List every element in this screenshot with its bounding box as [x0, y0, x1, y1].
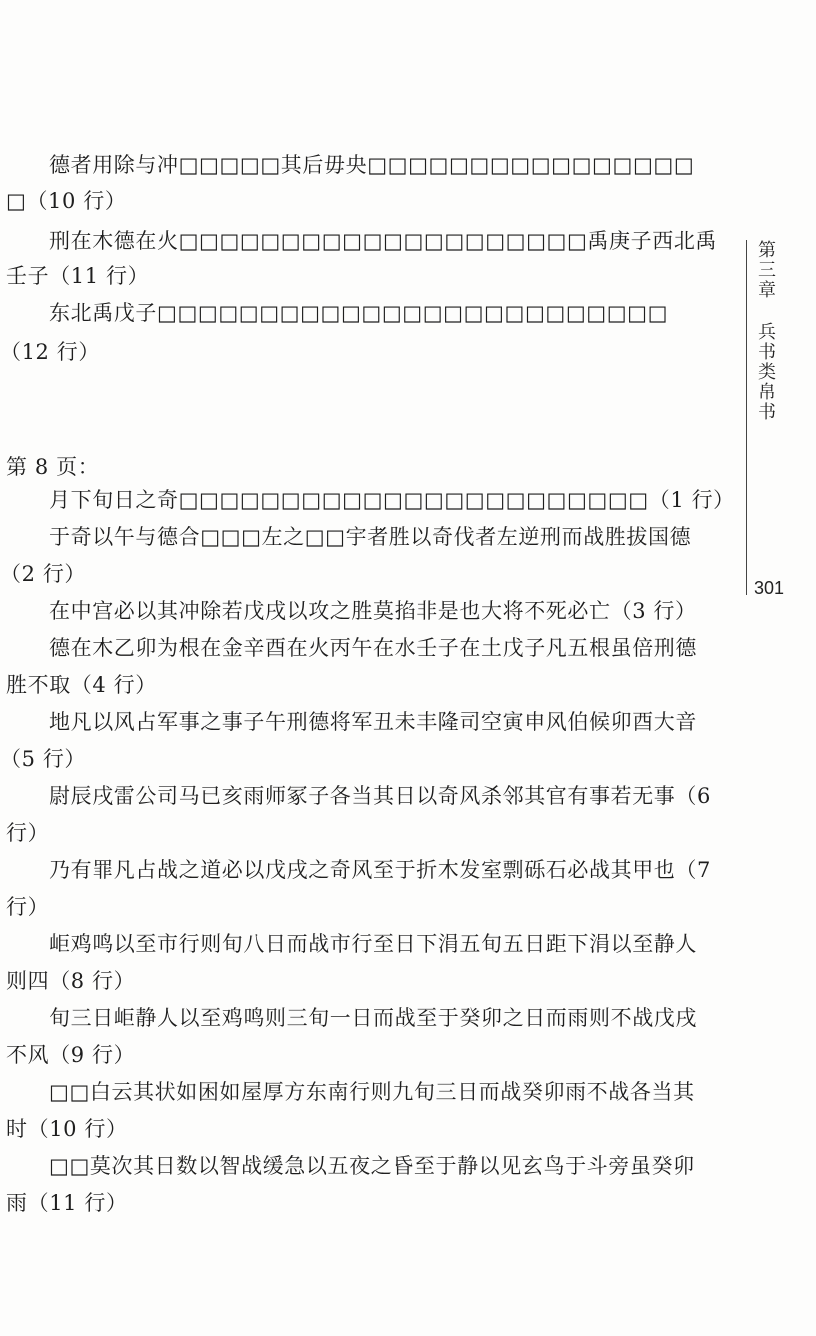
page-number: 301	[754, 578, 785, 598]
text-line: 行）	[6, 821, 50, 845]
text-line: 尉辰戌雷公司马已亥雨师冢子各当其日以奇风杀邻其官有事若无事（6	[49, 784, 711, 808]
text-line: 岠鸡鸣以至市行则旬八日而战市行至日下涓五旬五日距下涓以至静人	[49, 932, 697, 956]
text-line: 壬子（11 行）	[6, 264, 150, 288]
text-line: 刑在木德在火□□□□□□□□□□□□□□□□□□□□禹庚子西北禹	[49, 229, 718, 253]
text-line: 行）	[6, 895, 50, 919]
text-line: 则四（8 行）	[6, 969, 136, 993]
text-line: 旬三日岠静人以至鸡鸣则三旬一日而战至于癸卯之日而雨则不战戊戌	[49, 1006, 697, 1030]
text-line: 胜不取（4 行）	[6, 673, 157, 697]
text-line: 不风（9 行）	[6, 1043, 136, 1067]
chapter-label: 第三章	[755, 240, 776, 300]
text-line: 地凡以风占军事之事子午刑德将军丑未丰隆司空寅申风伯候卯酉大音	[49, 710, 697, 734]
text-line: □（10 行）	[6, 189, 127, 213]
text-line: 月下旬日之奇□□□□□□□□□□□□□□□□□□□□□□□（1 行）	[49, 488, 735, 512]
text-line: 德在木乙卯为根在金辛酉在火丙午在水壬子在土戊子凡五根虽倍刑德	[49, 636, 697, 660]
text-line: （2 行）	[0, 562, 87, 586]
margin-divider	[746, 240, 747, 595]
text-line: □□白云其状如困如屋厚方东南行则九旬三日而战癸卯雨不战各当其	[49, 1080, 695, 1104]
text-line: 东北禹戊子□□□□□□□□□□□□□□□□□□□□□□□□□	[49, 301, 669, 325]
text-line: （12 行）	[0, 340, 100, 364]
text-line: □□莫次其日数以智战缓急以五夜之昏至于静以见玄鸟于斗旁虽癸卯	[49, 1154, 695, 1178]
text-line: 于奇以午与德合□□□左之□□宇者胜以奇伐者左逆刑而战胜拔国德	[49, 525, 692, 549]
text-line: 在中宫必以其冲除若戊戌以攻之胜莫掐非是也大将不死必亡（3 行）	[49, 599, 697, 623]
text-line: （5 行）	[0, 747, 87, 771]
section-label: 兵书类帛书	[755, 321, 776, 422]
text-line: 雨（11 行）	[6, 1191, 128, 1215]
running-header	[752, 240, 778, 422]
text-line: 时（10 行）	[6, 1117, 128, 1141]
page-heading: 第 8 页：	[6, 455, 100, 479]
text-line: 乃有罪凡占战之道必以戊戌之奇风至于折木发室剽砾石必战其甲也（7	[49, 858, 711, 882]
text-line: 德者用除与冲□□□□□其后毋央□□□□□□□□□□□□□□□□	[49, 153, 695, 177]
